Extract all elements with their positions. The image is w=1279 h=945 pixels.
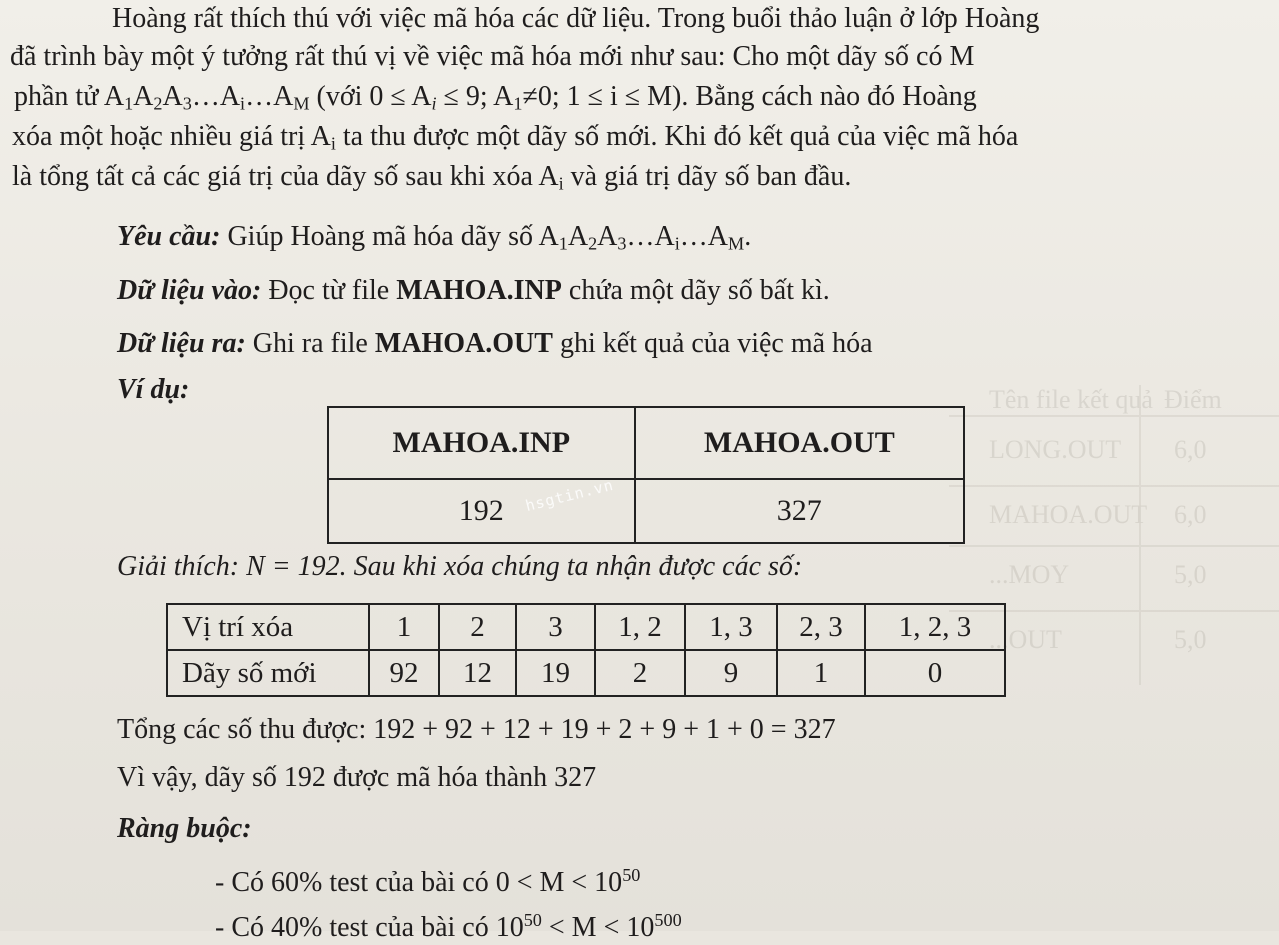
output-label: Dữ liệu ra: <box>117 328 246 359</box>
explanation-line: Giải thích: N = 192. Sau khi xóa chúng ta nhận được các số: <box>117 551 803 582</box>
ghost-text: ...OUT <box>989 625 1062 654</box>
ghost-text: ...MOY <box>989 560 1070 589</box>
table-row <box>167 650 1005 696</box>
deletion-table <box>166 603 1006 697</box>
table-cell: 192 <box>328 479 635 543</box>
ghost-text: Tên file kết quả <box>989 385 1153 414</box>
table-header: MAHOA.OUT <box>635 407 964 479</box>
table-row <box>328 479 964 543</box>
ghost-text: LONG.OUT <box>989 435 1122 464</box>
requirement-line: Yêu cầu: Giúp Hoàng mã hóa dãy số $A_1A_2A_3\dots A_i\dots A_M$. <box>117 221 752 254</box>
table-cell: 1, 2 <box>595 604 685 650</box>
table-cell: 12 <box>439 650 516 696</box>
table-cell: 1, 2, 3 <box>865 604 1005 650</box>
output-filename: MAHOA.OUT <box>374 328 553 359</box>
ghost-text: 5,0 <box>1174 625 1207 654</box>
table-cell: 92 <box>369 650 439 696</box>
table-cell: 0 <box>865 650 1005 696</box>
table-header: MAHOA.INP <box>328 407 635 479</box>
input-filename: MAHOA.INP <box>396 275 562 306</box>
input-label: Dữ liệu vào: <box>117 275 262 306</box>
table-cell: 2 <box>439 604 516 650</box>
row-label: Vị trí xóa <box>167 604 369 650</box>
table-cell: 1 <box>777 650 865 696</box>
intro-line-5: là tổng tất cả các giá trị của dãy số sau khi xóa $A_i$ và giá trị dãy số ban đầu. <box>12 161 852 194</box>
table-cell: 3 <box>516 604 595 650</box>
sum-line: Tổng các số thu được: 192 + 92 + 12 + 19 + 2 + 9 + 1 + 0 = 327 <box>117 714 836 745</box>
table-cell: 19 <box>516 650 595 696</box>
ghost-text: 5,0 <box>1174 560 1207 589</box>
table-row <box>328 407 964 479</box>
constraints-label: Ràng buộc: <box>117 813 252 844</box>
output-line: Dữ liệu ra: Ghi ra file MAHOA.OUT ghi kết quả của việc mã hóa <box>117 328 873 359</box>
example-label: Ví dụ: <box>117 374 190 405</box>
constraint-1: - Có 60% test của bài có $0 < M < 10^{50}$ <box>215 865 641 898</box>
table-row <box>167 604 1005 650</box>
ghost-text: 6,0 <box>1174 435 1207 464</box>
table-cell: 1 <box>369 604 439 650</box>
table-cell: 1, 3 <box>685 604 777 650</box>
table-cell: 9 <box>685 650 777 696</box>
table-cell: 2, 3 <box>777 604 865 650</box>
ghost-text: Điểm <box>1164 385 1222 414</box>
example-io-table <box>327 406 965 544</box>
intro-line-1: Hoàng rất thích thú với việc mã hóa các dữ liệu. Trong buổi thảo luận ở lớp Hoàng <box>112 3 1040 34</box>
table-cell: 327 <box>635 479 964 543</box>
constraint-2: - Có 40% test của bài có $10^{50} < M < 10^{500}$ <box>215 910 682 943</box>
intro-line-2: đã trình bày một ý tưởng rất thú vị về việc mã hóa mới như sau: Cho một dãy số có M <box>10 41 975 72</box>
requirement-label: Yêu cầu: <box>117 221 221 252</box>
input-line: Dữ liệu vào: Đọc từ file MAHOA.INP chứa một dãy số bất kì. <box>117 275 830 306</box>
conclusion-line: Vì vậy, dãy số 192 được mã hóa thành 327 <box>117 762 597 793</box>
row-label: Dãy số mới <box>167 650 369 696</box>
watermark-text: hsgtin.vn <box>523 475 616 515</box>
ghost-text: MAHOA.OUT <box>989 500 1148 529</box>
ghost-text: 6,0 <box>1174 500 1207 529</box>
intro-line-4: xóa một hoặc nhiều giá trị $A_i$ ta thu được một dãy số mới. Khi đó kết quả của việc mã hóa <box>12 121 1019 154</box>
table-cell: 2 <box>595 650 685 696</box>
intro-line-3: phần tử $A_1A_2A_3\dots A_i\dots A_M$ (với $0 \le A_i \le 9$; $A_1\ne 0$; 1 ≤ i ≤ M). Bằng cách nào đó Hoàng <box>14 81 977 114</box>
